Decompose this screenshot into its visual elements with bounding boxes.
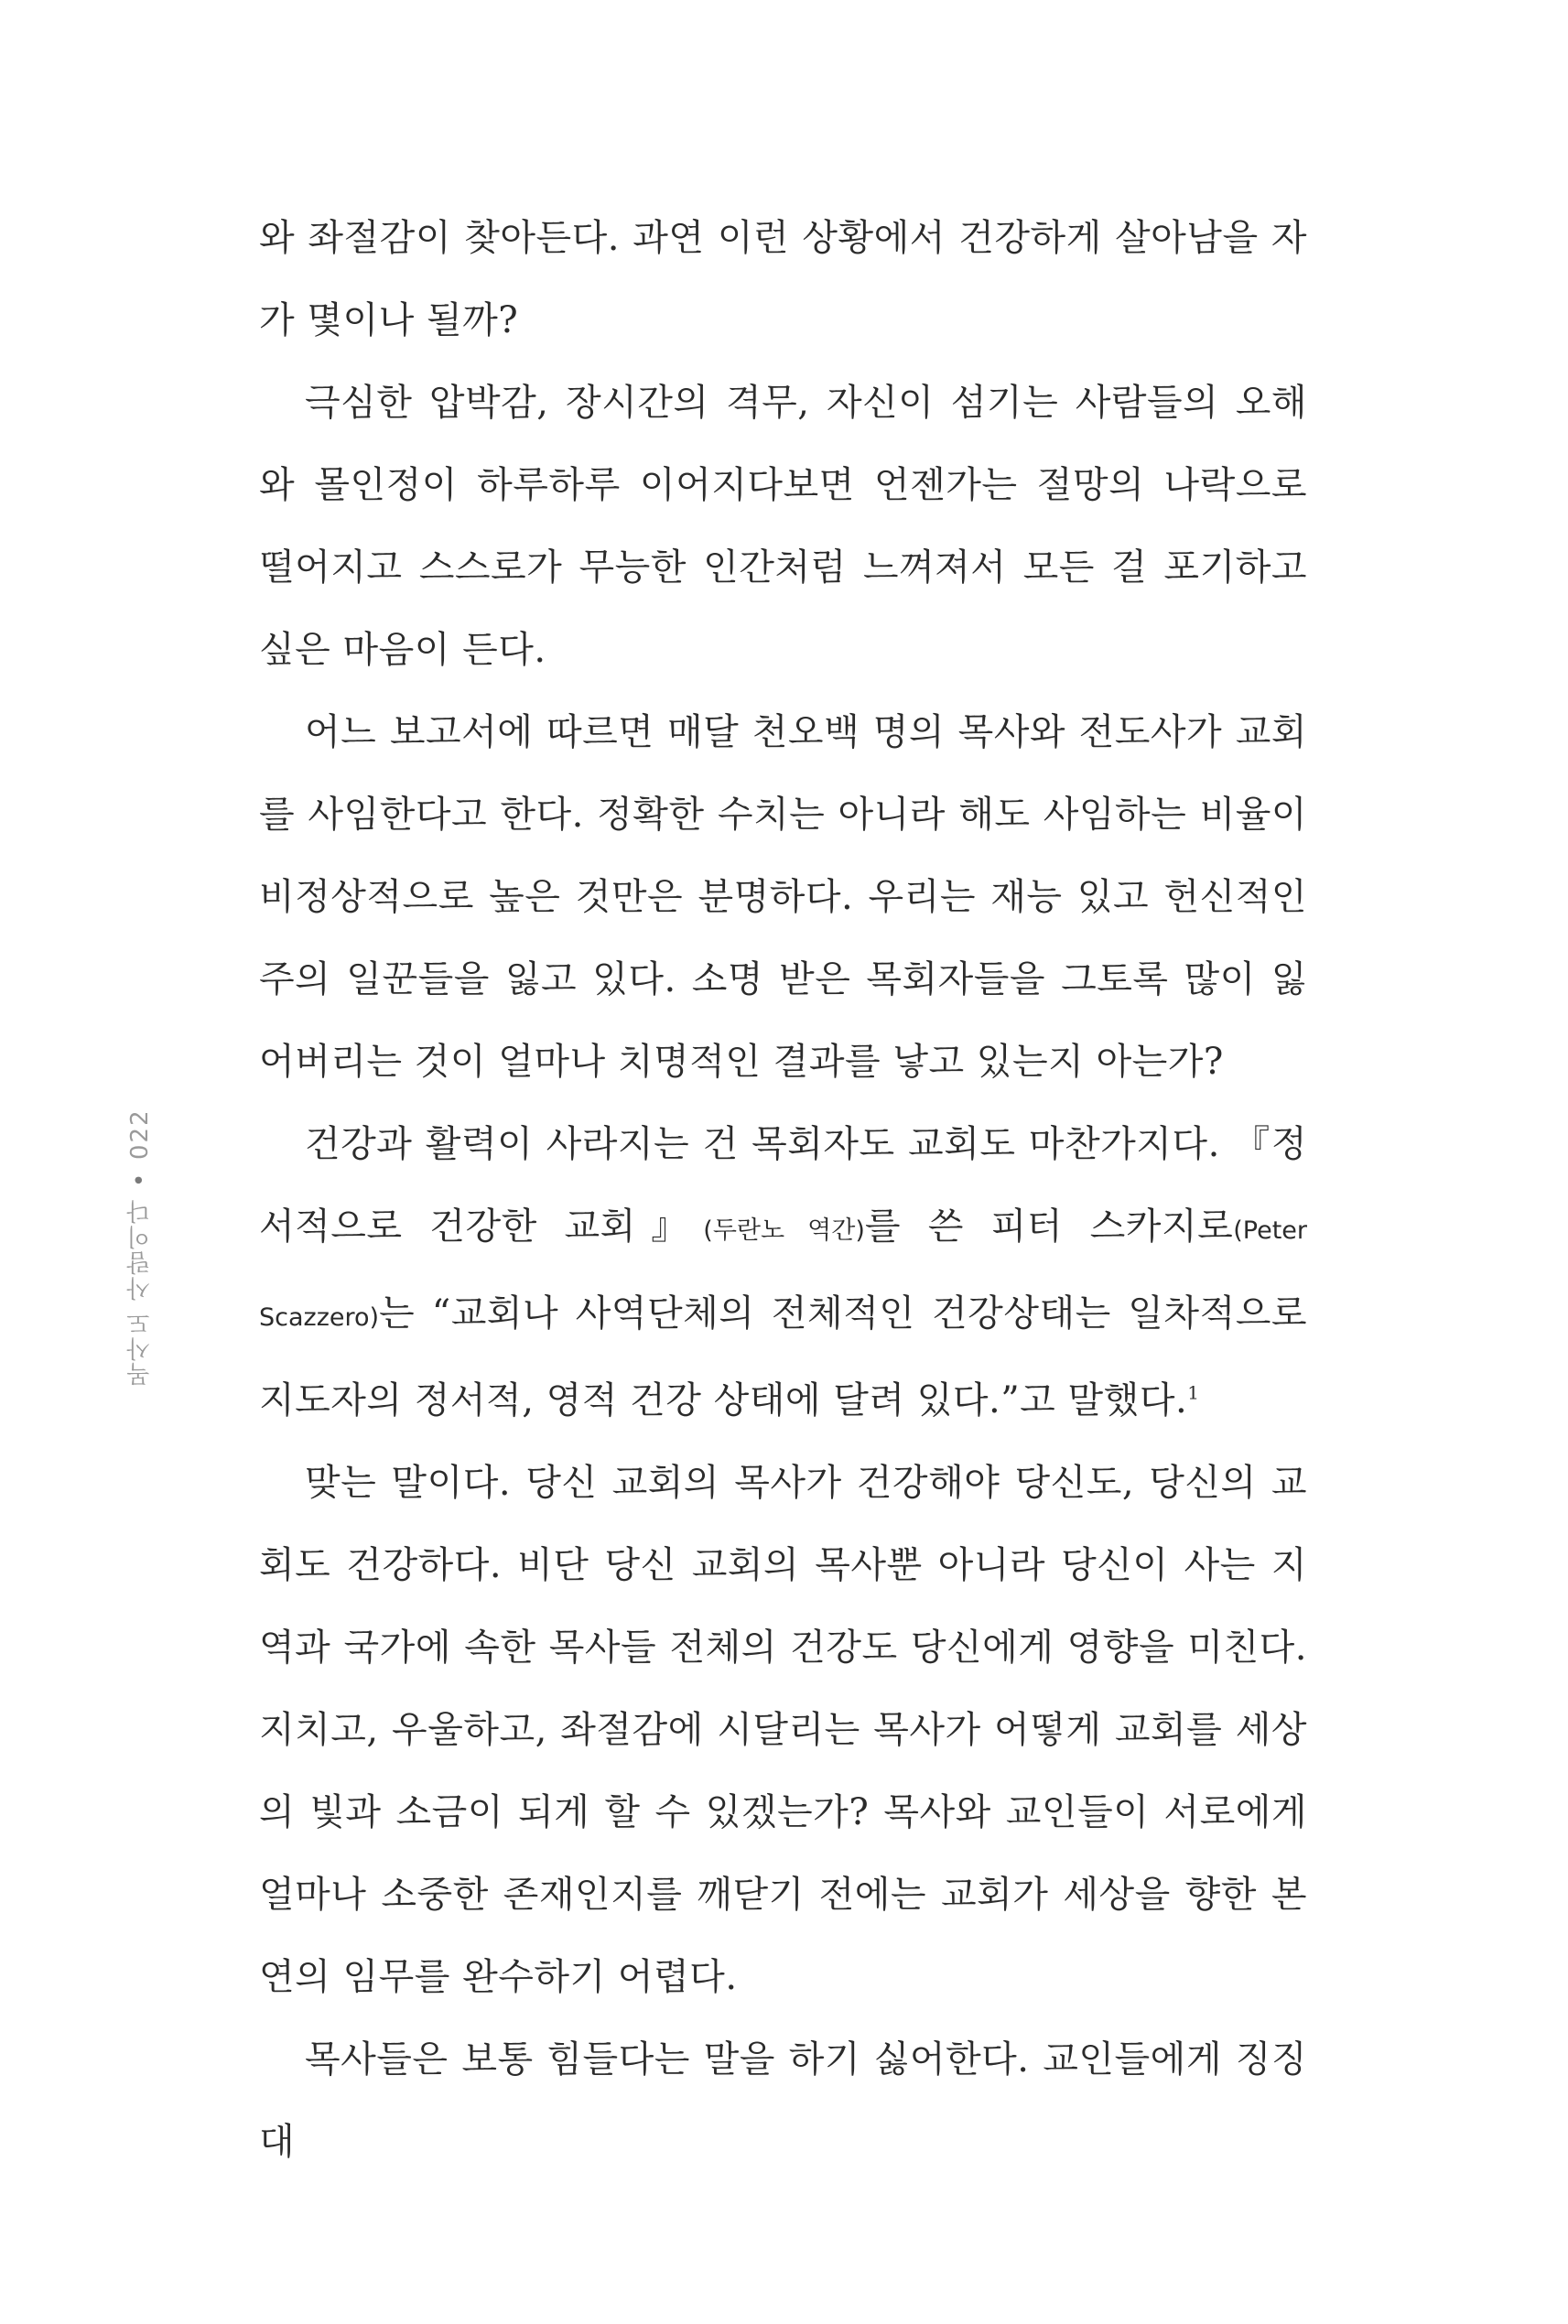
paragraph: 어느 보고서에 따르면 매달 천오백 명의 목사와 전도사가 교회를 사임한다고 한다. 정확한 수치는 아니라 해도 사임하는 비율이 비정상적으로 높은 것만은 분명하다. 우리는 재능 있고 헌신적인 주의 일꾼들을 잃고 있다. 소명 받은 목회자들을 그토록 많이 잃어버리는 것이 얼마나 치명적인 결과를 낳고 있는지 아는가? <box>259 711 1307 1083</box>
running-head <box>117 1094 163 1387</box>
publisher-note: (두란노 역간) <box>703 1216 865 1245</box>
footnote-marker: 1 <box>1187 1381 1200 1404</box>
paragraph-quote <box>259 1103 1307 1442</box>
paragraph: 맞는 말이다. 당신 교회의 목사가 건강해야 당신도, 당신의 교회도 건강하다. 비단 당신 교회의 목사뿐 아니라 당신이 사는 지역과 국가에 속한 목사들 전체의 건강도 당신에게 영향을 미친다. 지치고, 우울하고, 좌절감에 시달리는 목사가 어떻게 교회를 세상의 빛과 소금이 되게 할 수 있겠는가? 목사와 교인들이 서로에게 얼마나 소중한 존재인지를 깨닫기 전에는 교회가 세상을 향한 본연의 임무를 완수하기 어렵다. <box>259 1462 1307 1998</box>
paragraph-text: 는 “교회나 사역단체의 전체적인 건강상태는 일차적으로 지도자의 정서적, 영적 건강 상태에 달려 있다.”고 말했다. <box>259 1292 1307 1421</box>
page-number: 022 <box>126 1108 154 1161</box>
author-name-english: (Peter Scazzero) <box>259 1216 1307 1332</box>
body-text <box>259 197 1307 2183</box>
paragraph-text: 건강과 활력이 사라지는 건 목회자도 교회도 마찬가지다. 『정서적으로 건강한 교회』 <box>259 1123 1307 1248</box>
running-head-separator: • <box>126 1171 154 1187</box>
paragraph: 극심한 압박감, 장시간의 격무, 자신이 섬기는 사람들의 오해와 몰인정이 하루하루 이어지다보면 언젠가는 절망의 나락으로 떨어지고 스스로가 무능한 인간처럼 느껴져서 모든 걸 포기하고 싶은 마음이 든다. <box>259 382 1307 671</box>
paragraph: 목사들은 보통 힘들다는 말을 하기 싫어한다. 교인들에게 징징대 <box>259 2038 1307 2163</box>
running-head-title: 목사도 사람이다 <box>126 1197 155 1387</box>
paragraph-continued: 와 좌절감이 찾아든다. 과연 이런 상황에서 건강하게 살아남을 자가 몇이나 될까? <box>259 217 1307 341</box>
paragraph-text: 를 쓴 피터 스카지로 <box>864 1205 1234 1248</box>
